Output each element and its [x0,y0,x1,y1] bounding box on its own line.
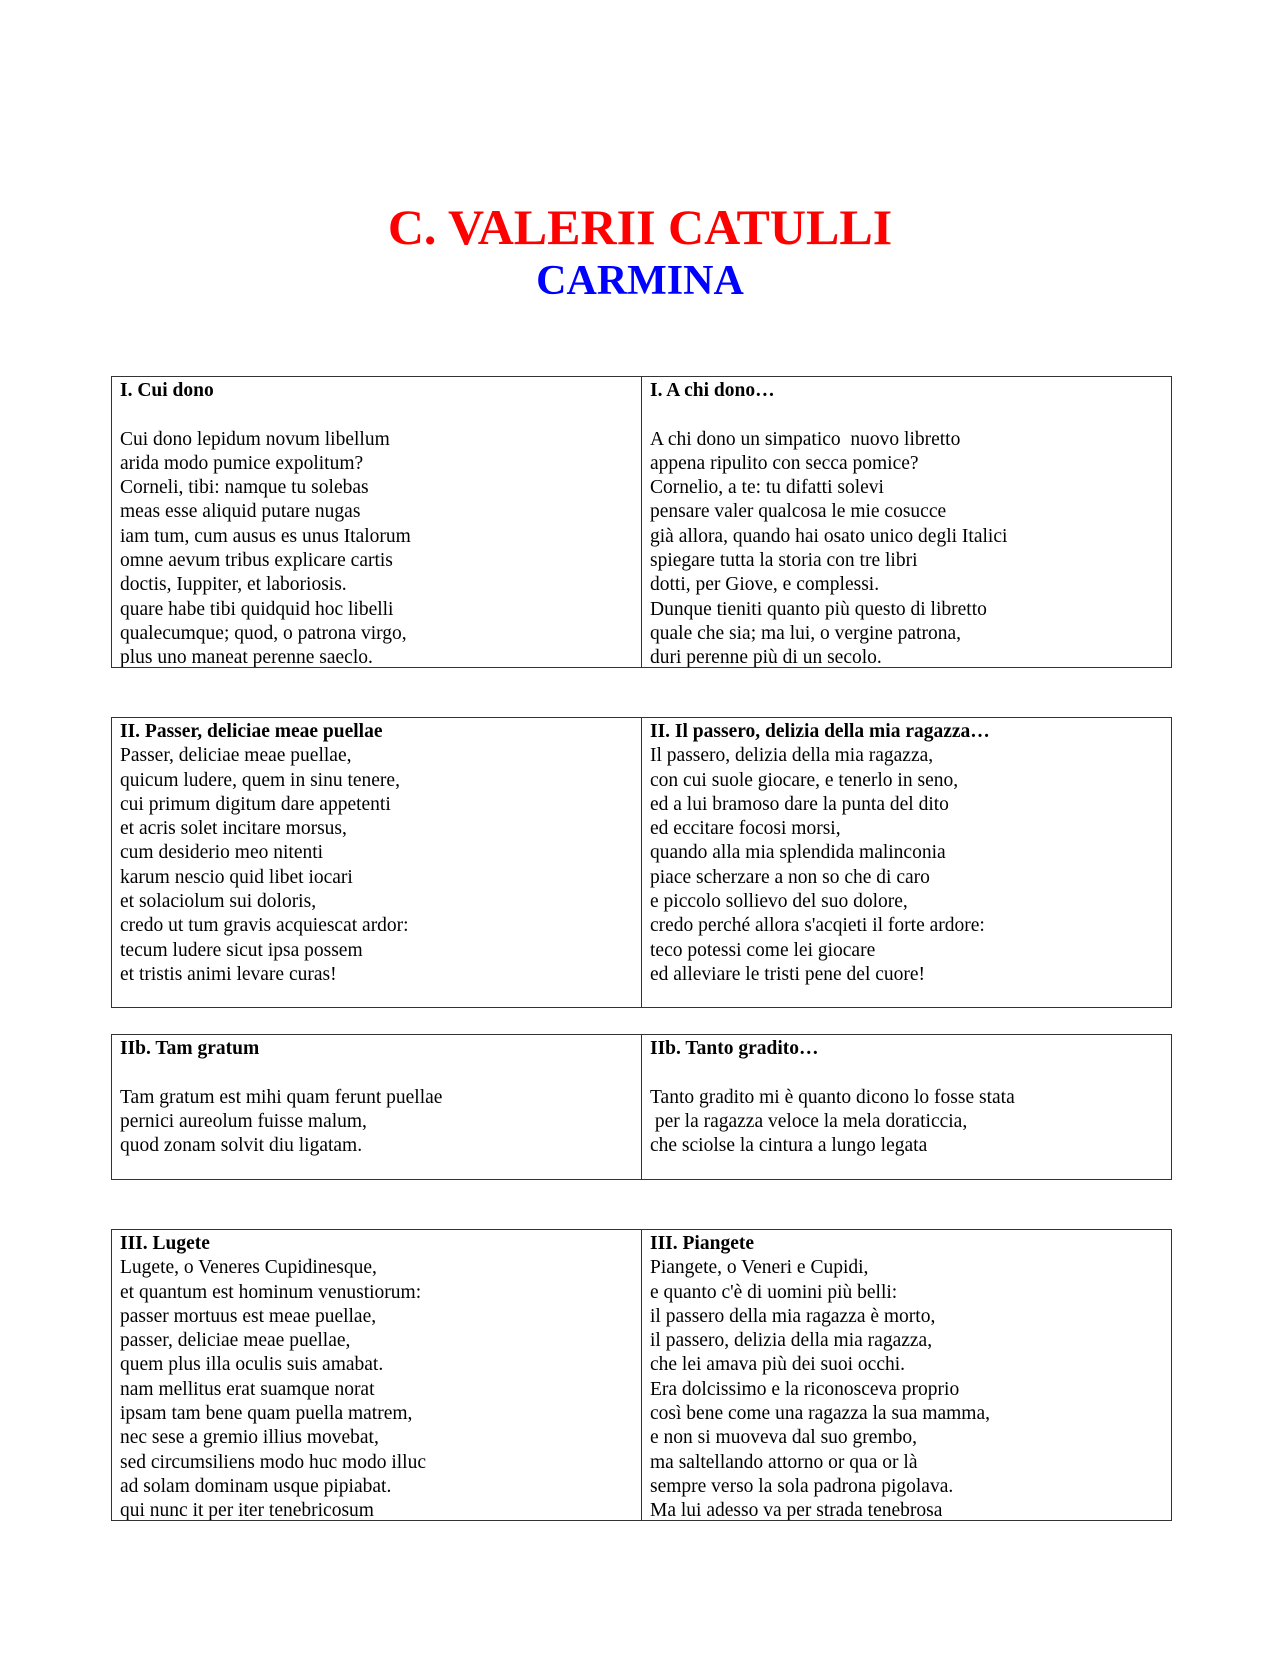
verse-line: Dunque tieniti quanto più questo di libretto [650,598,987,620]
document-title: C. VALERII CATULLI [387,199,893,255]
poem-heading: I. A chi dono… [650,380,775,401]
verse-line: ipsam tam bene quam puella matrem, [120,1403,413,1425]
verse-line: Corneli, tibi: namque tu solebas [120,477,369,499]
verse-line: Cui dono lepidum novum libellum [120,428,390,450]
poem-heading: II. Il passero, delizia della mia ragazza… [650,721,990,742]
verse-line: quicum ludere, quem in sinu tenere, [120,769,400,791]
spacer [650,1061,1163,1085]
verse-line: quare habe tibi quidquid hoc libelli [120,598,394,620]
poem-heading: II. Passer, deliciae meae puellae [120,721,383,742]
verse-line: pensare valer qualcosa le mie cosucce [650,501,947,523]
verse-line: plus uno maneat perenne saeclo. [120,647,373,667]
poem-heading: IIb. Tanto gradito… [650,1038,819,1059]
verse-line: ad solam dominam usque pipiabat. [120,1475,392,1497]
verse-line: nam mellitus erat suamque norat [120,1378,375,1400]
verse-line: con cui suole giocare, e tenerlo in seno, [650,769,959,791]
italian-column [641,1230,1171,1520]
verse-line: Il passero, delizia della mia ragazza, [650,745,934,767]
verse-line: sed circumsiliens modo huc modo illuc [120,1451,426,1473]
verse-line: meas esse aliquid putare nugas [120,501,361,523]
verse-line: appena ripulito con secca pomice? [650,452,919,474]
verse-line: che lei amava più dei suoi occhi. [650,1354,906,1376]
verse-line: doctis, Iuppiter, et laboriosis. [120,574,347,596]
italian-column [641,377,1171,667]
verse-line: cui primum digitum dare appetenti [120,793,391,815]
latin-column [112,1230,641,1520]
verse-line: sempre verso la sola padrona pigolava. [650,1475,954,1497]
verse-line: per la ragazza veloce la mela doraticcia, [650,1110,968,1132]
poem-heading: I. Cui dono [120,380,214,401]
verse-line: cum desiderio meo nitenti [120,842,324,864]
verse-line: credo perché allora s'acqieti il forte ardore: [650,915,985,937]
verse-line: quod zonam solvit diu ligatam. [120,1135,363,1157]
verse-line: Tanto gradito mi è quanto dicono lo fosse stata [650,1086,1015,1108]
poem-heading: III. Piangete [650,1233,754,1254]
verse-line: qui nunc it per iter tenebricosum [120,1500,374,1520]
verse-line: Cornelio, a te: tu difatti solevi [650,477,884,499]
verse-line: et quantum est hominum venustiorum: [120,1281,422,1303]
poem-heading: IIb. Tam gratum [120,1038,260,1059]
verse-line: che sciolse la cintura a lungo legata [650,1135,928,1157]
verse-line: A chi dono un simpatico nuovo libretto [650,428,961,450]
document-subtitle: CARMINA [536,258,744,304]
italian-column [641,718,1171,1007]
verse-line: arida modo pumice expolitum? [120,452,364,474]
verse-line: karum nescio quid libet iocari [120,866,353,888]
spacer [120,1061,633,1085]
verse-line: piace scherzare a non so che di caro [650,866,930,888]
latin-column [112,377,641,667]
verse-line: ed a lui bramoso dare la punta del dito [650,793,949,815]
spacer [650,403,1163,427]
verse-line: iam tum, cum ausus es unus Italorum [120,525,411,547]
verse-line: passer, deliciae meae puellae, [120,1330,351,1352]
verse-line: quando alla mia splendida malinconia [650,842,946,864]
verse-line: Ma lui adesso va per strada tenebrosa [650,1500,943,1520]
verse-line: tecum ludere sicut ipsa possem [120,939,363,961]
verse-line: omne aevum tribus explicare cartis [120,550,393,572]
verse-line: et tristis animi levare curas! [120,963,337,985]
verse-line: pernici aureolum fuisse malum, [120,1110,367,1132]
verse-line: Piangete, o Veneri e Cupidi, [650,1257,869,1279]
poem-table [111,1034,1172,1180]
spacer [120,403,633,427]
verse-line: e quanto c'è di uomini più belli: [650,1281,898,1303]
poem-table [111,717,1172,1008]
verse-line: Tam gratum est mihi quam ferunt puellae [120,1086,443,1108]
italian-column [641,1035,1171,1179]
verse-line: nec sese a gremio illius movebat, [120,1427,379,1449]
verse-line: e non si muoveva dal suo grembo, [650,1427,917,1449]
verse-line: passer mortuus est meae puellae, [120,1305,377,1327]
verse-line: et solaciolum sui doloris, [120,891,317,913]
verse-line: Passer, deliciae meae puellae, [120,745,352,767]
verse-line: spiegare tutta la storia con tre libri [650,550,918,572]
verse-line: già allora, quando hai osato unico degli Italici [650,525,1008,547]
latin-column [112,718,641,1007]
verse-line: ma saltellando attorno or qua or là [650,1451,918,1473]
verse-line: Lugete, o Veneres Cupidinesque, [120,1257,377,1279]
poem-table [111,376,1172,668]
verse-line: ed eccitare focosi morsi, [650,818,841,840]
verse-line: il passero, delizia della mia ragazza, [650,1330,933,1352]
verse-line: quale che sia; ma lui, o vergine patrona, [650,622,961,644]
verse-line: credo ut tum gravis acquiescat ardor: [120,915,409,937]
verse-line: Era dolcissimo e la riconosceva proprio [650,1378,960,1400]
verse-line: e piccolo sollievo del suo dolore, [650,891,908,913]
verse-line: teco potessi come lei giocare [650,939,876,961]
verse-line: il passero della mia ragazza è morto, [650,1305,936,1327]
poem-heading: III. Lugete [120,1233,210,1254]
verse-line: ed alleviare le tristi pene del cuore! [650,963,926,985]
verse-line: duri perenne più di un secolo. [650,647,882,667]
latin-column [112,1035,641,1179]
verse-line: così bene come una ragazza la sua mamma, [650,1403,991,1425]
verse-line: et acris solet incitare morsus, [120,818,347,840]
verse-line: quem plus illa oculis suis amabat. [120,1354,384,1376]
verse-line: qualecumque; quod, o patrona virgo, [120,622,407,644]
poem-table [111,1229,1172,1521]
verse-line: dotti, per Giove, e complessi. [650,574,880,596]
